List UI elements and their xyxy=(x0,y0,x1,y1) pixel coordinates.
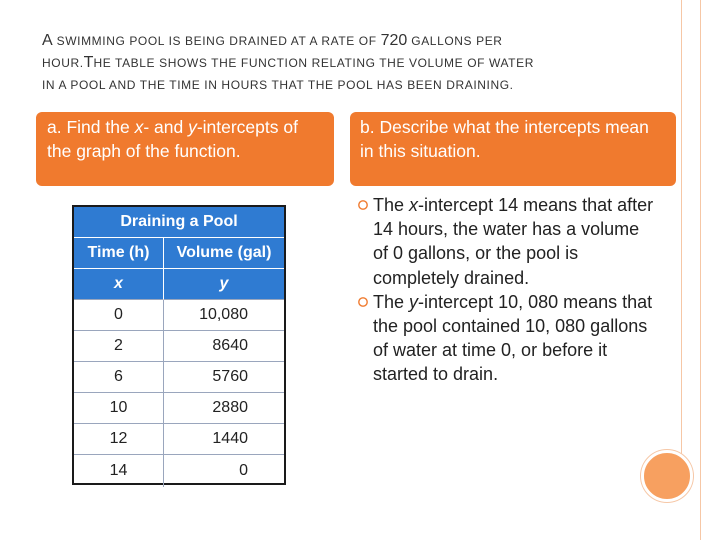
table-cell-volume: 8640 xyxy=(164,331,284,362)
bullet-text: The xyxy=(373,291,410,312)
question-b-banner xyxy=(350,112,676,186)
title-first-letter: A xyxy=(42,32,53,49)
table-header-volume: Volume (gal) xyxy=(164,238,284,269)
table-cell-time: 6 xyxy=(74,362,164,393)
table-var-x: x xyxy=(74,269,164,300)
decorative-border-line xyxy=(681,0,682,455)
question-text: a. Find the xyxy=(47,117,135,137)
circle-bullet-icon xyxy=(357,295,371,309)
table-cell-volume: 2880 xyxy=(164,393,284,424)
answer-bullets xyxy=(357,193,657,387)
title-number: 720 xyxy=(380,32,408,49)
table-header-time: Time (h) xyxy=(74,238,164,269)
table-cell-time: 2 xyxy=(74,331,164,362)
table-cell-volume: 1440 xyxy=(164,424,284,455)
bullet-text: -intercept 10, 080 means that the pool contained 10, 080 gallons of water at time 0, or before it started to drain. xyxy=(373,291,653,385)
table-cell-time: 12 xyxy=(74,424,164,455)
bullet-text: The xyxy=(373,195,410,215)
question-a-banner xyxy=(36,112,334,186)
title-text: GALLONS PER xyxy=(407,34,503,48)
bullet-var-y: y xyxy=(409,291,419,312)
table-cell-time: 14 xyxy=(74,455,164,487)
answer-bullet xyxy=(357,193,657,290)
table-cell-volume: 0 xyxy=(239,462,248,479)
table-title: Draining a Pool xyxy=(74,207,284,238)
title-text: IN A POOL AND THE TIME IN HOURS THAT THE POOL HAS BEEN DRAINING. xyxy=(42,78,514,92)
table-cell-time: 0 xyxy=(74,300,164,331)
table-cell-volume: 10,080 xyxy=(164,300,284,331)
table-cell-volume: 5760 xyxy=(164,362,284,393)
slide-title xyxy=(42,30,632,96)
bullet-text: -intercept 14 means that after 14 hours, the water has a volume of 0 gallons, or the pool is completely drained. xyxy=(373,195,654,288)
title-text: T xyxy=(83,54,94,71)
table-cell-time: 10 xyxy=(74,393,164,424)
question-text: -intercepts of the graph of the function. xyxy=(47,117,298,161)
bullet-var-x: x xyxy=(409,195,419,215)
question-text: b. Describe what the intercepts mean in this situation. xyxy=(360,117,649,161)
decorative-circle xyxy=(641,450,693,502)
question-text: - and xyxy=(143,117,189,137)
question-var-x: x xyxy=(134,117,144,137)
draining-pool-table xyxy=(72,205,286,485)
title-text: SWIMMING POOL IS BEING DRAINED AT A RATE OF xyxy=(52,34,377,48)
decorative-border-line xyxy=(700,0,701,540)
answer-bullet xyxy=(357,290,657,387)
title-text: HOUR. xyxy=(42,56,84,70)
question-var-y: y xyxy=(188,117,197,137)
title-text: HE TABLE SHOWS THE FUNCTION RELATING THE VOLUME OF WATER xyxy=(93,56,534,70)
circle-bullet-icon xyxy=(357,198,371,212)
table-var-y: y xyxy=(164,269,284,300)
